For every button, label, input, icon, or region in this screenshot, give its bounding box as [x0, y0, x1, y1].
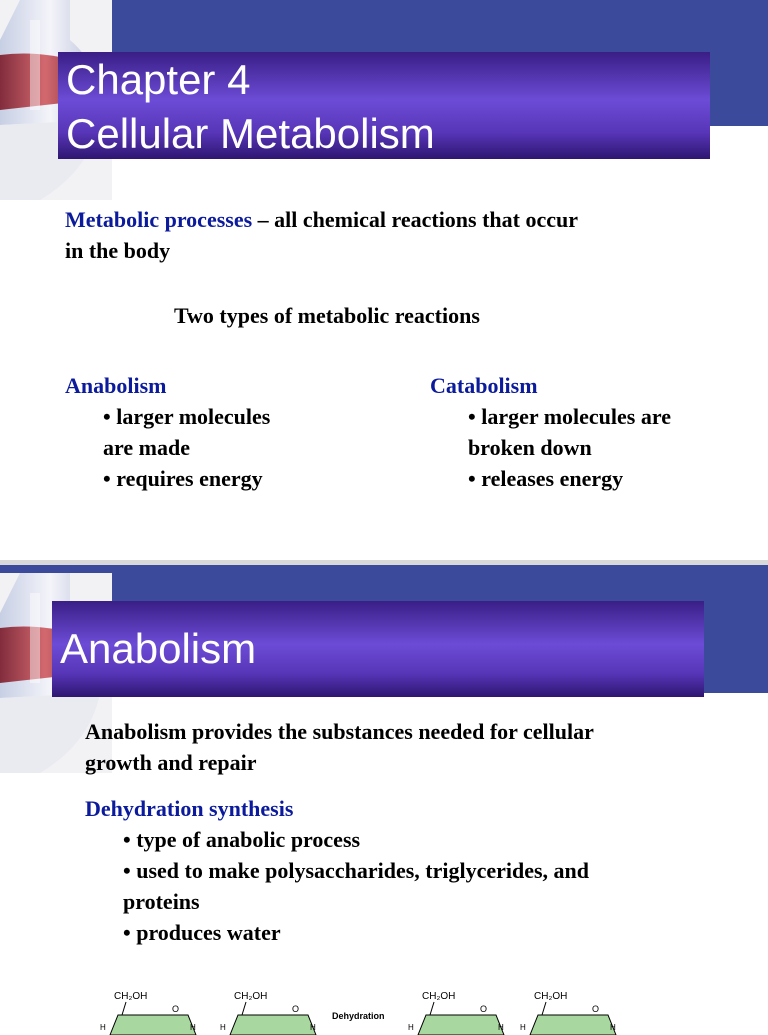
h-label: H [190, 1023, 196, 1032]
anabolism-bullet-1-cont: are made [103, 435, 190, 460]
anabolism-bullet-2: • requires energy [103, 466, 263, 491]
chapter-title: Chapter 4 [66, 56, 251, 103]
h-label: H [498, 1023, 504, 1032]
ch2oh-label: CH₂OH [234, 991, 268, 1002]
arrow-label: Dehydration [332, 1011, 385, 1021]
glucose-ring-3 [408, 991, 504, 1035]
definition-text: – all chemical reactions that occur [252, 207, 579, 232]
h-label: H [220, 1023, 226, 1032]
title-box [52, 601, 704, 697]
ch2oh-label: CH₂OH [534, 991, 568, 1002]
intro-line-1: Anabolism provides the substances needed for cellular [85, 719, 594, 744]
o-label: O [480, 1004, 488, 1014]
glucose-ring-4 [520, 991, 616, 1035]
catabolism-bullet-1-cont: broken down [468, 435, 592, 460]
o-label: O [172, 1004, 180, 1014]
h-label: H [310, 1023, 316, 1032]
ch2oh-label: CH₂OH [114, 991, 148, 1002]
definition-term: Metabolic processes [65, 207, 253, 232]
h-label: H [100, 1023, 106, 1032]
catabolism-bullet-1: • larger molecules are [468, 404, 671, 429]
chapter-subtitle: Cellular Metabolism [66, 110, 435, 157]
dehydration-bullet-2: • used to make polysaccharides, triglycerides, and [123, 858, 590, 883]
dehydration-bullet-1: • type of anabolic process [123, 827, 361, 852]
h-label: H [408, 1023, 414, 1032]
glucose-ring-2 [220, 991, 316, 1035]
anabolism-bullet-1: • larger molecules [103, 404, 271, 429]
slide-2 [0, 565, 768, 1032]
h-label: H [520, 1023, 526, 1032]
slide-title: Anabolism [60, 625, 257, 672]
catabolism-heading: Catabolism [430, 373, 538, 398]
intro-line-2: growth and repair [85, 750, 257, 775]
dehydration-diagram [90, 985, 750, 1035]
glucose-ring-1 [100, 991, 196, 1035]
anabolism-heading: Anabolism [65, 373, 167, 398]
h-label: H [610, 1023, 616, 1032]
o-label: O [292, 1004, 300, 1014]
o-label: O [592, 1004, 600, 1014]
title-box [58, 52, 710, 159]
catabolism-bullet-2: • releases energy [468, 466, 624, 491]
definition-line-1 [65, 204, 578, 235]
ch2oh-label: CH₂OH [422, 991, 456, 1002]
dehydration-bullet-2-cont: proteins [123, 889, 200, 914]
dehydration-term: Dehydration synthesis [85, 796, 294, 821]
types-heading: Two types of metabolic reactions [174, 303, 480, 328]
definition-line-2: in the body [65, 238, 171, 263]
top-accent-line [0, 565, 768, 573]
dehydration-bullet-3: • produces water [123, 920, 281, 945]
